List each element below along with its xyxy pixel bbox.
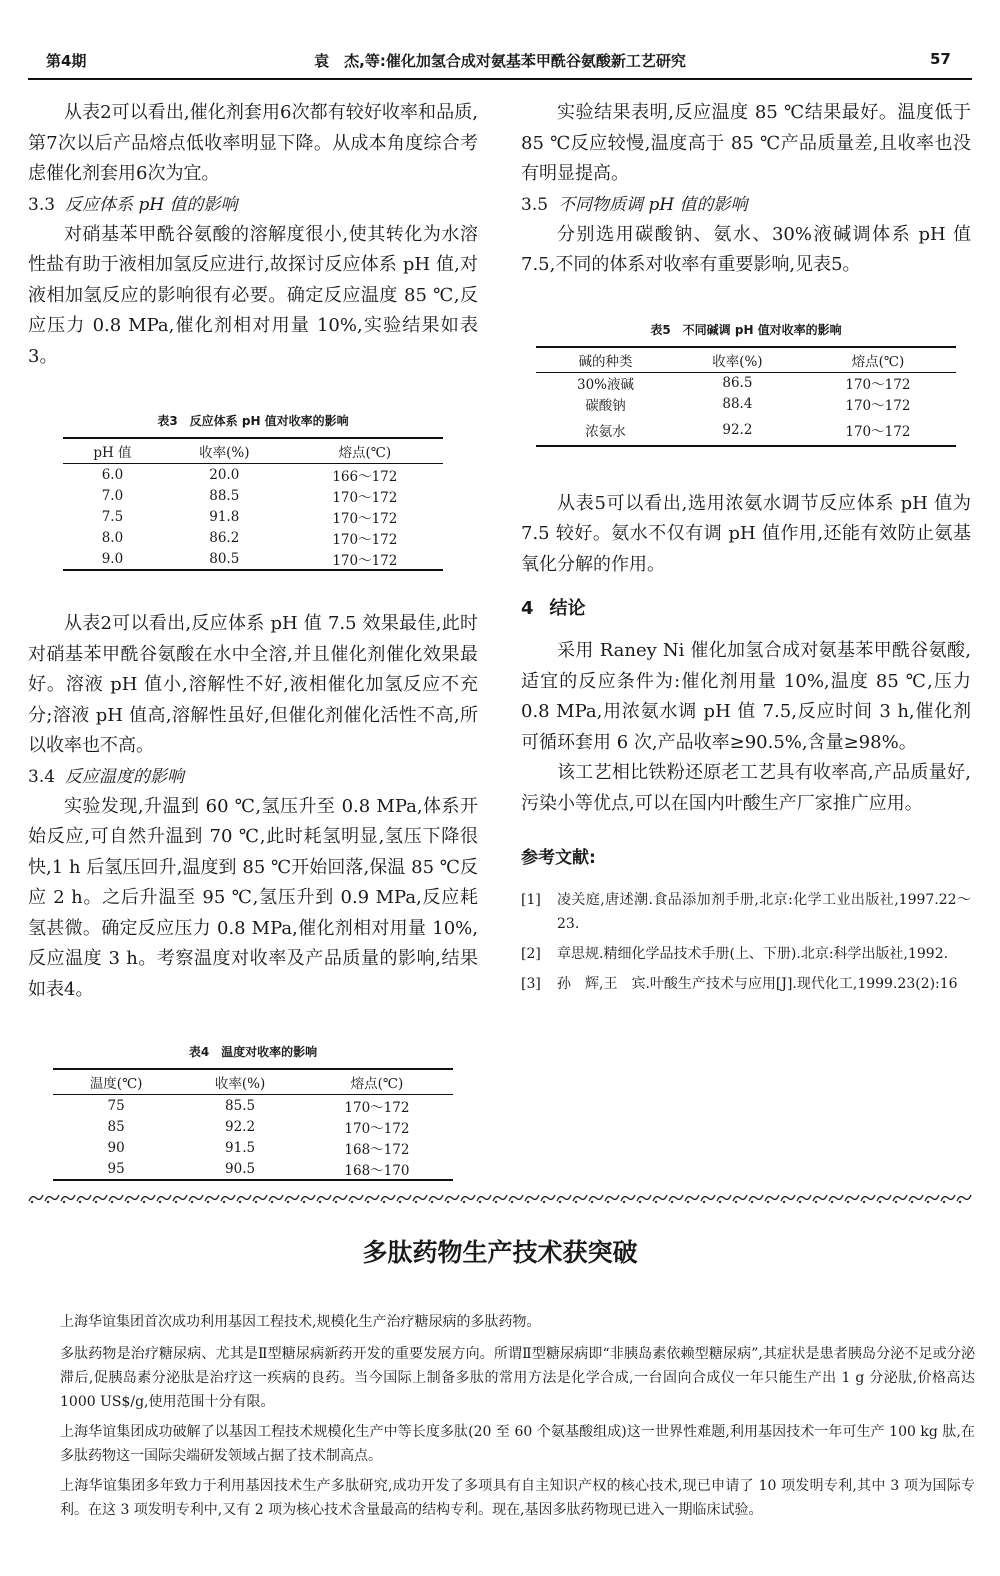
reference-number: [1] — [521, 892, 541, 908]
body-paragraph: 从表2可以看出,催化剂套用6次都有较好收率和品质,第7次以后产品熔点低收率明显下降。从成本角度综合考虑催化剂套用6次为宜。 — [28, 102, 478, 184]
table-row — [53, 1095, 453, 1117]
section-number: 3.3 — [28, 194, 56, 215]
body-paragraph: 实验结果表明,反应温度 85 ℃结果最好。温度低于 85 ℃反应较慢,温度高于 85 ℃产品质量差,且收率也没有明显提高。 — [521, 102, 971, 184]
table-header: 熔点(℃) — [301, 1069, 453, 1095]
data-table — [536, 346, 956, 447]
body-paragraph: 对硝基苯甲酰谷氨酸的溶解度很小,使其转化为水溶性盐有助于液相加氢反应进行,故探讨反应体系 pH 值,对液相加氢反应的影响很有必要。确定反应温度 85 ℃,反应压力 0.8 MPa,催化剂相对用量 10%,实验结果如表3。 — [28, 223, 478, 367]
table-header: 碱的种类 — [536, 347, 675, 373]
section-title: 反应体系 pH 值的影响 — [65, 194, 238, 215]
table-5 — [521, 321, 971, 447]
table-cell: 86.2 — [209, 529, 240, 546]
table-cell: 168～172 — [344, 1141, 410, 1158]
table-cell: 86.5 — [722, 375, 753, 391]
table-row — [53, 1137, 453, 1158]
table-cell: 75 — [107, 1097, 125, 1114]
table-cell: 30%液碱 — [576, 377, 634, 393]
table-cell: 9.0 — [63, 548, 162, 570]
body-paragraph: 实验发现,升温到 60 ℃,氢压升至 0.8 MPa,体系开始反应,可自然升温到 70 ℃,此时耗氢明显,氢压下降很快,1 h 后氢压回升,温度到 85 ℃开始回落,保温 85 ℃反应 2 h。之后升温至 95 ℃,氢压升到 0.9 MPa,反应耗氢甚微。确定反应压力 0.8 MPa,催化剂相对用量 10%,反应温度 3 h。考察温度对收率及产品质量的影响,结果如表4。 — [28, 795, 478, 1000]
section-number: 3.5 — [521, 194, 549, 215]
reference-text: 凌关庭,唐述潮.食品添加剂手册,北京:化学工业出版社,1997.22～23. — [557, 892, 971, 932]
section-title: 不同物质调 pH 值的影响 — [558, 194, 748, 215]
section-title: 反应温度的影响 — [65, 766, 185, 787]
table-cell: 170～172 — [845, 398, 911, 414]
table-cell: 170～172 — [332, 489, 398, 506]
table-header: 熔点(℃) — [800, 347, 956, 373]
section-number: 3.4 — [28, 766, 56, 787]
table-row — [536, 372, 956, 394]
reference-number: [2] — [521, 946, 541, 962]
body-paragraph: 从表5可以看出,选用浓氨水调节反应体系 pH 值为 7.5 较好。氨水不仅有调 pH 值作用,还能有效防止氨基氧化分解的作用。 — [521, 492, 971, 575]
table-row — [536, 415, 956, 446]
table-header: 熔点(℃) — [287, 438, 443, 464]
table-row — [63, 464, 443, 486]
reference-number: [3] — [521, 976, 541, 992]
table-row — [53, 1158, 453, 1180]
table-row — [63, 506, 443, 527]
table-cell: 8.0 — [101, 529, 124, 546]
data-table — [53, 1068, 453, 1181]
table-caption: 表3 反应体系 pH 值对收率的影响 — [157, 414, 349, 428]
table-cell: 170～172 — [287, 548, 443, 570]
table-cell: 20.0 — [209, 466, 240, 483]
news-title: 多肽药物生产技术获突破 — [362, 1238, 638, 1267]
table-cell: 浓氨水 — [536, 415, 675, 446]
reference-item — [521, 972, 971, 996]
table-header: 收率(%) — [179, 1069, 301, 1095]
table-cell: 170～172 — [344, 1099, 410, 1116]
news-paragraph: 上海华谊集团成功破解了以基因工程技术规模化生产中等长度多肽(20 至 60 个氨基酸组成)这一世界性难题,利用基因技术一年可生产 100 kg 肽,在多肽药物这一国际尖端研发领域占据了技术制高点。 — [60, 1424, 975, 1464]
table-4 — [28, 1043, 478, 1181]
table-cell: 85.5 — [225, 1097, 256, 1114]
table-cell: 95 — [53, 1158, 179, 1180]
reference-item — [521, 942, 971, 966]
table-caption: 表5 不同碱调 pH 值对收率的影响 — [650, 322, 842, 337]
table-cell: 90.5 — [179, 1158, 301, 1180]
data-table — [63, 437, 443, 571]
body-paragraph: 该工艺相比铁粉还原老工艺具有收率高,产品质量好,污染小等优点,可以在国内叶酸生产厂家推广应用。 — [521, 762, 971, 814]
right-column — [521, 98, 971, 996]
table-cell: 92.2 — [225, 1118, 256, 1135]
table-row — [63, 527, 443, 548]
table-row — [536, 394, 956, 415]
references — [521, 843, 971, 996]
news-paragraph: 上海华谊集团多年致力于利用基因技术生产多肽研究,成功开发了多项具有自主知识产权的核心技术,现已申请了 10 项发明专利,其中 3 项为国际专利。在这 3 项发明专利中,又有 2 项为核心技术含量最高的结构专利。现在,基因多肽药物现已进入一期临床试验。 — [60, 1478, 975, 1518]
header-rule — [28, 78, 972, 80]
table-cell: 168～170 — [301, 1158, 453, 1180]
section-number: 4 — [521, 598, 534, 619]
table-header: 收率(%) — [675, 347, 800, 373]
reference-item — [521, 888, 971, 936]
left-column — [28, 98, 478, 1181]
news-body — [60, 1310, 975, 1522]
table-cell: 88.5 — [209, 487, 240, 504]
table-cell: 170～172 — [332, 510, 398, 527]
table-row — [53, 1116, 453, 1137]
table-3 — [28, 412, 478, 571]
table-cell: 6.0 — [101, 466, 124, 483]
reference-text: 孙 辉,王 宾.叶酸生产技术与应用[J].现代化工,1999.23(2):16 — [557, 976, 958, 992]
table-header: 收率(%) — [162, 438, 287, 464]
news-paragraph: 上海华谊集团首次成功利用基因工程技术,规模化生产治疗糖尿病的多肽药物。 — [60, 1314, 541, 1330]
table-cell: 91.8 — [209, 508, 240, 525]
references-heading: 参考文献: — [521, 848, 596, 868]
issue-number: 第4期 — [46, 52, 87, 70]
body-paragraph: 采用 Raney Ni 催化加氢合成对氨基苯甲酰谷氨酸,适宜的反应条件为:催化剂用量 10%,温度 85 ℃,压力 0.8 MPa,用浓氨水调 pH 值 7.5,反应时间 3 h,催化剂可循环套用 6 次,产品收率≥90.5%,含量≥98%。 — [521, 640, 971, 753]
table-cell: 85 — [107, 1118, 125, 1135]
table-header: pH 值 — [63, 438, 162, 464]
section-heading-3-3 — [28, 190, 478, 220]
running-title: 袁 杰,等:催化加氢合成对氨基苯甲酰谷氨酸新工艺研究 — [314, 52, 686, 70]
section-heading-3-4 — [28, 762, 478, 792]
table-cell: 80.5 — [162, 548, 287, 570]
table-cell: 170～172 — [800, 415, 956, 446]
body-paragraph: 分别选用碳酸钠、氨水、30%液碱调体系 pH 值 7.5,不同的体系对收率有重要影响,见表5。 — [521, 223, 971, 275]
table-cell: 7.5 — [101, 508, 124, 525]
table-cell: 92.2 — [675, 415, 800, 446]
table-row — [63, 485, 443, 506]
section-heading-3-5 — [521, 190, 971, 220]
table-caption: 表4 温度对收率的影响 — [188, 1045, 318, 1059]
reference-text: 章思规.精细化学品技术手册(上、下册).北京:科学出版社,1992. — [557, 946, 949, 962]
page-number: 57 — [930, 50, 951, 68]
table-cell: 88.4 — [722, 396, 753, 412]
table-cell: 170～172 — [344, 1120, 410, 1137]
table-cell: 170～172 — [332, 531, 398, 548]
table-cell: 7.0 — [101, 487, 124, 504]
table-header: 温度(℃) — [53, 1069, 179, 1095]
table-row — [63, 548, 443, 570]
table-cell: 170～172 — [845, 377, 911, 393]
table-cell: 碳酸钠 — [585, 398, 626, 414]
table-cell: 90 — [107, 1139, 125, 1156]
section-title: 结论 — [549, 598, 586, 619]
section-heading-4 — [521, 594, 971, 624]
ornamental-divider — [28, 1190, 972, 1206]
news-paragraph: 多肽药物是治疗糖尿病、尤其是Ⅱ型糖尿病新药开发的重要发展方向。所谓Ⅱ型糖尿病即“非胰岛素依赖型糖尿病”,其症状是患者胰岛分泌不足或分泌滞后,促胰岛素分泌肽是治疗这一疾病的良药。当今国际上制备多肽的常用方法是化学合成,一台固向合成仪一年只能生产出 1 g 分泌肽,价格高达 1000 US$/g,使用范围十分有限。 — [60, 1346, 975, 1410]
table-cell: 166～172 — [332, 468, 398, 485]
table-cell: 91.5 — [225, 1139, 256, 1156]
body-paragraph: 从表2可以看出,反应体系 pH 值 7.5 效果最佳,此时对硝基苯甲酰谷氨酸在水中全溶,并且催化剂催化效果最好。溶液 pH 值小,溶解性不好,液相催化加氢反应不充分;溶液 pH 值高,溶解性虽好,但催化剂催化活性不高,所以收率也不高。 — [28, 613, 478, 756]
